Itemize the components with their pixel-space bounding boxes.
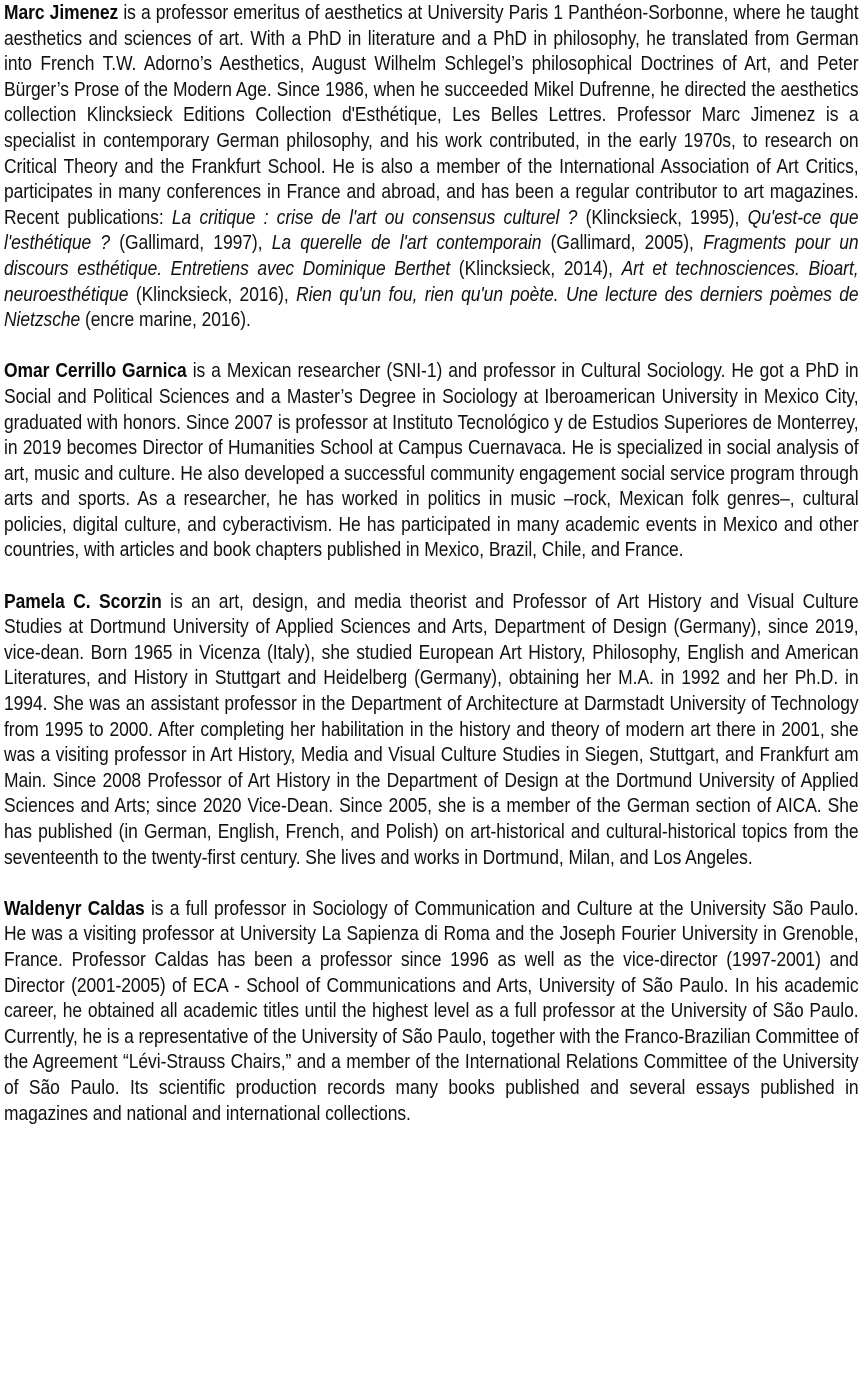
bio-name: Marc Jimenez [4,2,119,24]
bio-text: (Klincksieck, 1995), [577,206,748,229]
bio-paragraph [4,359,859,564]
publication-title: La critique : crise de l'art ou consensus culturel ? [171,206,578,229]
bio-text: is a professor emeritus of aesthetics at University Paris 1 Panthéon-Sorbonne, where he taught aesthetics and sciences of art. With a PhD in literature and a PhD in philosophy, he translated from German into French T.W. Adorno’s Aesthetics, August Wilhelm Schlegel’s philosophical Doctrines of Art, and Peter Bürger’s Prose of the Modern Age. Since 1986, when he succeeded Mikel Dufrenne, he directed the aesthetics collection Klincksieck Editions Collection d'Esthétique, Les Belles Lettres. Professor Marc Jimenez is a specialist in contemporary German philosophy, and his work contributed, in the early 1970s, to research on Critical Theory and the Frankfurt School. He is also a member of the International Association of Art Critics, participates in many conferences in France and abroad, and has been a regular contributor to art magazines. Recent publications: [4,2,859,229]
publication-title: Rien qu'un fou, rien qu'un poète. Une lecture des derniers poèmes de Nietzsche [4,283,859,332]
bio-text: is a full professor in Sociology of Communication and Culture at the University São Paulo. He was a visiting professor at University La Sapienza di Roma and the Joseph Fourier University in Grenoble, France. Professor Caldas has been a professor since 1996 as well as the vice-director (1997-2001) and Director (2001-2005) of ECA - School of Communications and Arts, University of São Paulo. In his academic career, he obtained all academic titles until the highest level as a full professor at the University of São Paulo. Currently, he is a representative of the University of São Paulo, together with the Franco-Brazilian Committee of the Agreement “Lévi-Strauss Chairs,” and a member of the International Relations Committee of the University of São Paulo. Its scientific production records many books published and several essays published in magazines and national and international collections. [4,897,859,1125]
bio-body [4,360,859,561]
bio-name: Omar Cerrillo Garnica [4,360,187,383]
publication-title: Fragments pour un discours esthétique. Entretiens avec Dominique Berthet [4,232,859,280]
bio-text: (encre marine, 2016). [80,309,251,332]
publication-title: La querelle de l'art contemporain [271,232,542,255]
bios-container [4,1,859,1153]
bio-text: (Klincksieck, 2014), [450,257,622,280]
bio-text: (Klincksieck, 2016), [128,283,297,306]
bio-name: Pamela C. Scorzin [4,590,162,613]
bio-body [4,2,859,331]
bio-text: (Gallimard, 1997), [110,232,272,255]
bio-text: (Gallimard, 2005), [541,232,704,255]
bio-body [4,898,859,1125]
bio-paragraph [4,1,859,334]
publication-title: Qu'est-ce que l'esthétique ? [4,206,859,255]
bio-name: Waldenyr Caldas [4,897,145,920]
bio-paragraph [4,897,859,1127]
bio-paragraph [4,590,859,872]
bio-text: is an art, design, and media theorist and Professor of Art History and Visual Culture Studies at Dortmund University of Applied Sciences and Arts, Department of Design (Germany), since 2019, vice-dean. Born 1965 in Vicenza (Italy), she studied European Art History, Philosophy, English and American Literatures, and History in Stuttgart and Heidelberg (Germany), obtaining her M.A. in 1992 and her Ph.D. in 1994. She was an assistant professor in the Department of Architecture at Darmstadt University of Technology from 1995 to 2000. After completing her habilitation in the history and theory of modern art there in 2001, she was a visiting professor in Art History, Media and Visual Culture Studies in Siegen, Stuttgart, and Frankfurt am Main. Since 2008 Professor of Art History in the Department of Design at the Dortmund University of Applied Sciences and Arts; since 2020 Vice-Dean. Since 2005, she is a member of the German section of AICA. She has published (in German, English, French, and Polish) on art-historical and cultural-historical topics from the seventeenth to the twenty-first century. She lives and works in Dortmund, Milan, and Los Angeles. [4,590,859,869]
bio-text: is a Mexican researcher (SNI-1) and professor in Cultural Sociology. He got a PhD in Social and Political Sciences and a Master’s Degree in Sociology at Iberoamerican University in Mexico City, graduated with honors. Since 2007 is professor at Instituto Tecnológico y de Estudios Superiores de Monterrey, in 2019 becomes Director of Humanities School at Campus Cuernavaca. He is specialized in social analysis of art, music and culture. He also developed a successful community engagement social service program through arts and sports. As a researcher, he has worked in politics in music –rock, Mexican folk genres–, cultural policies, digital culture, and cyberactivism. He has participated in many academic events in Mexico and other countries, with articles and book chapters published in Mexico, Brazil, Chile, and France. [4,360,859,562]
bio-body [4,591,859,869]
publication-title: Art et technosciences. Bioart, neuroesthétique [4,257,859,306]
